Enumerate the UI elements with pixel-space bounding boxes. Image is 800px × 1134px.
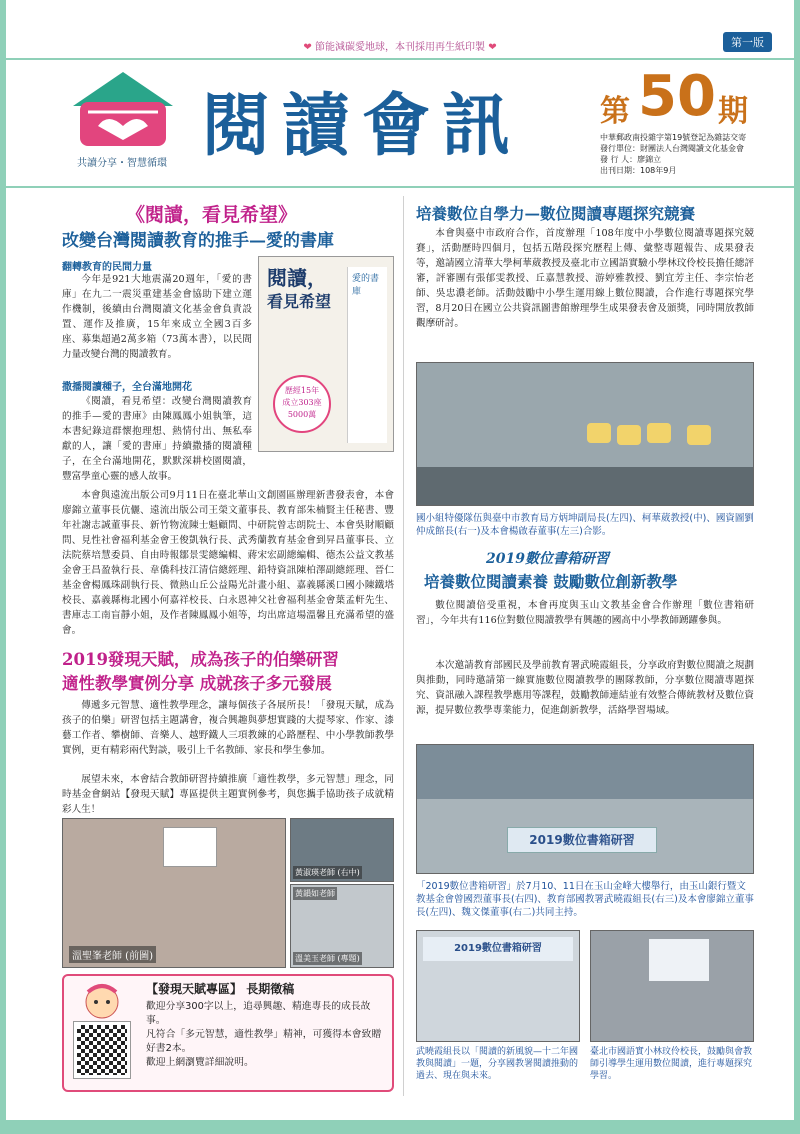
- issue-number: 50: [638, 64, 716, 129]
- callout-title: 【發現天賦專區】: [146, 982, 243, 996]
- book-line: 成立303座: [282, 398, 322, 407]
- callout-line: 歡迎上網瀏覽詳細說明。: [146, 1057, 254, 1068]
- foundation-logo-icon: [68, 68, 178, 148]
- pub-info-line: 出刊日期：108年9月: [600, 166, 677, 175]
- article1-section1-heading: 翻轉教育的民間力量: [62, 262, 152, 273]
- heart-icon: ❤: [303, 42, 312, 53]
- book-line: 看見希望: [267, 292, 332, 311]
- edition-badge: 第一版: [723, 32, 772, 52]
- cartoon-character-icon: [66, 980, 138, 1020]
- speaker-photo-2: [290, 884, 394, 968]
- callout-title-2: 長期徵稿: [246, 982, 295, 996]
- article4-kicker: 2019數位書箱研習: [486, 551, 609, 567]
- book-line: 閱讀，: [267, 266, 327, 290]
- article1-subtitle: 改變台灣閱讀教育的推手—愛的書庫: [62, 231, 334, 251]
- award-photo-caption: 國小組特優隊伍與臺中市教育局方炳坤副局長(左四)、柯華葳教授(中)、國資圖劉仲成館長(右一)及本會楊啟春董事(左三)合影。: [416, 513, 754, 537]
- callout-heading: [146, 980, 294, 997]
- qr-code-icon[interactable]: [74, 1022, 130, 1078]
- heart-icon: ❤: [488, 42, 497, 53]
- article3-title: 培養數位自學力—數位閱讀專題探究競賽: [416, 204, 696, 223]
- award-group-photo: [416, 362, 754, 506]
- newsletter-title: 閱讀會訊: [202, 86, 523, 166]
- article4-para1: 數位閱讀倍受重視，本會再度與玉山文教基金會合作辦理「數位書箱研習」，今年共有116位對數位閱讀教學有興趣的國高中小學教師踴躍參與。: [416, 600, 754, 626]
- top-note-text: 節能減碳愛地球，本刊採用再生紙印製: [315, 42, 485, 53]
- recycled-paper-note: [6, 38, 794, 53]
- award-trophy-icon: [587, 423, 611, 443]
- article4-para2: 本次邀請教育部國民及學前教育署武曉霞組長，分享政府對數位閱讀之規劃與推動，同時邀請第一線實施數位閱讀教學的團隊教師，分享數位閱讀專題探究、資訊融入課程教學應用等課程，鼓勵教師連結並有效整合傳統教材及數位資源，提昇數位教學專業能力，促進創新教學，活絡學習場域。: [416, 660, 754, 716]
- lecture-photo: [590, 930, 754, 1042]
- photo-label: 溫美玉老師 (專題): [295, 954, 360, 963]
- callout-body: [146, 1000, 386, 1070]
- book-line: 5000萬: [287, 410, 317, 419]
- pub-info-line: 中華郵政南投雜字第19號登記為雜誌交寄: [600, 133, 747, 142]
- workshop-photo-caption: 「2019數位書箱研習」於7月10、11日在玉山金峰大樓舉行，由玉山銀行暨文教基金會曾國烈董事長(右四)、教育部國教署武曉霞組長(右三)及本會廖錦立董事長(左四)、魏文傑董事(右二)共同主持。: [416, 881, 754, 918]
- article1-para2: 《閱讀，看見希望：改變台灣閱讀教育的推手—愛的書庫》由陳鳳鳳小姐執筆，這本書紀錄這群懷抱理想、熱情付出、無私奉獻的人，讓「愛的書庫」持續撒播的閱讀種子，在全台滿地開花，默默深耕校園閱讀，豐富學童心靈的感人故事。: [62, 396, 252, 482]
- projection-screen: [649, 939, 709, 981]
- workshop-banner-small: 2019數位書箱研習: [423, 937, 573, 961]
- article2-para2: 展望未來，本會結合教師研習持續推廣「適性教學，多元智慧」理念，同時基金會網站【發現天賦】專區提供主題實例參考，與您攜手協助孩子成就精彩人生！: [62, 774, 394, 815]
- speaker-photo-1: [290, 818, 394, 882]
- issue-prefix: 第: [600, 94, 630, 129]
- article1-para1: 今年是921大地震滿20週年，「愛的書庫」在九二一震災重建基金會協助下建立運作機制，後續由台灣閱讀文化基金會負責設置、運作及推廣，15年來成立全國3百多座、募集超過2萬多箱（73萬本書），以民間力量改變台灣的閱讀教育。: [62, 274, 252, 360]
- publication-info: [600, 132, 746, 176]
- callout-line: 歡迎分享300字以上，追尋興趣、精進專長的成長故事。: [146, 1001, 371, 1026]
- pub-info-line: 發 行 人：廖錦立: [600, 155, 662, 164]
- article1-title: 《閱讀，看見希望》: [126, 204, 298, 226]
- article1-section2-heading: 撒播閱讀種子，全台滿地開花: [62, 382, 192, 393]
- book-line: 歷經15年: [284, 386, 320, 395]
- issue-suffix: 期: [718, 94, 748, 129]
- article3-para1: 本會與臺中市政府合作，首度辦理「108年度中小學數位閱讀專題探究競賽」，活動歷時四個月，包括五階段探究歷程上傳、彙整專題報告、成果發表等，邀請國立清華大學柯華葳教授及臺北市立國語實驗小學林玟伶校長擔任總評審，評審團有張郁雯教授、丘嘉慧教授、游婷雅教授、劉宜芳主任、李宗怡老師、吳忠濃老師。活動鼓勵中小學生運用線上數位閱讀，合作進行專題探究學習，8月20日在國立公共資訊圖書館辦理學生成果發表會及頒獎，同時開放教師觀摩研討。: [416, 228, 754, 329]
- article4-title: 培養數位閱讀素養 鼓勵數位創新教學: [424, 572, 678, 591]
- callout-line: 凡符合「多元智慧，適性教學」精神，可獲得本會致贈好書2本。: [146, 1029, 382, 1054]
- book-badge: [273, 375, 331, 433]
- photo-label: 黃韻如老師: [295, 889, 335, 898]
- seminar-poster: [163, 827, 217, 867]
- speech-photo-caption: 武曉霞組長以「閱讀的新風貌—十二年國教與閱讀」一題，分享國教署閱讀推動的過去、現在與未來。: [416, 1047, 579, 1081]
- pub-info-line: 發行單位：財團法人台灣閱讀文化基金會: [600, 144, 744, 153]
- slogan: 共讀分享・智慧循環: [77, 158, 167, 169]
- workshop-banner: 2019數位書箱研習: [507, 827, 657, 853]
- photo-label: 溫聖峯老師 (前圖): [69, 946, 156, 963]
- award-trophy-icon: [617, 425, 641, 445]
- article2-title: 2019發現天賦，成為孩子的伯樂研習: [62, 650, 339, 669]
- award-trophy-icon: [647, 423, 671, 443]
- book-spine: 愛的書庫: [347, 267, 387, 443]
- speech-photo: [416, 930, 580, 1042]
- column-divider: [403, 196, 404, 1096]
- article2-subtitle: 適性教學實例分享 成就孩子多元發展: [62, 674, 332, 693]
- lecture-photo-caption: 臺北市國語實小林玟伶校長，鼓勵與會教師引導學生運用數位閱讀，進行專題探究學習。: [590, 1047, 753, 1081]
- stage-floor: [417, 467, 753, 505]
- book-title-text: [267, 267, 331, 313]
- seminar-audience-photo: [62, 818, 286, 968]
- book-cover-image: [258, 256, 394, 452]
- photo-label: 黃淑瑛老師 (右中): [295, 868, 360, 877]
- award-trophy-icon: [687, 425, 711, 445]
- article2-para1: 傳遞多元智慧、適性教學理念，讓每個孩子各展所長！「發現天賦，成為孩子的伯樂」研習包括主題講會，複合興趣與夢想實踐的大提琴家、作家、漆藝工作者、攀樹師、音樂人、越野鐵人三項教練的心路歷程、中小學教師教學實例，更有精彩兩代對談，吸引上千名教師、家長和學生參加。: [62, 700, 394, 756]
- article1-para3: 本會與遠流出版公司9月11日在臺北華山文創園區辦理新書發表會，本會廖錦立董事長伉儷、遠流出版公司王榮文董事長、教育部朱楠賢主任秘書、豐年社謝志誠董事長、新竹物流陳士魁顧問、中研院曾志朗院士、本會吳財順顧問、見性社會福利基金會王俊凱執行長、武秀蘭教育基金會到昇昌董事長、立法院蔡培慧委員、自由時報鄒景雯總編輯、蔣宋宏副總編輯、德杰公益文教基金會王昌盈執行長、韋僑科技江清信總經理、鉛特資訊陳柏澤副總經理、晉仁基金會楊鳳珠副執行長、微熱山丘公益陽光計畫小組、嘉義縣溪口國小陳鐵塔校長、嘉義縣梅北國小何嘉祥校長、白永恩神父社會福利基金會葉孟軒先生、書庫志工南盲靜小姐，及作者陳鳳鳳小姐等，均出席這場溫馨且充滿希望的盛會。: [62, 490, 394, 636]
- audience-rows: [417, 745, 753, 799]
- workshop-hall-photo: [416, 744, 754, 874]
